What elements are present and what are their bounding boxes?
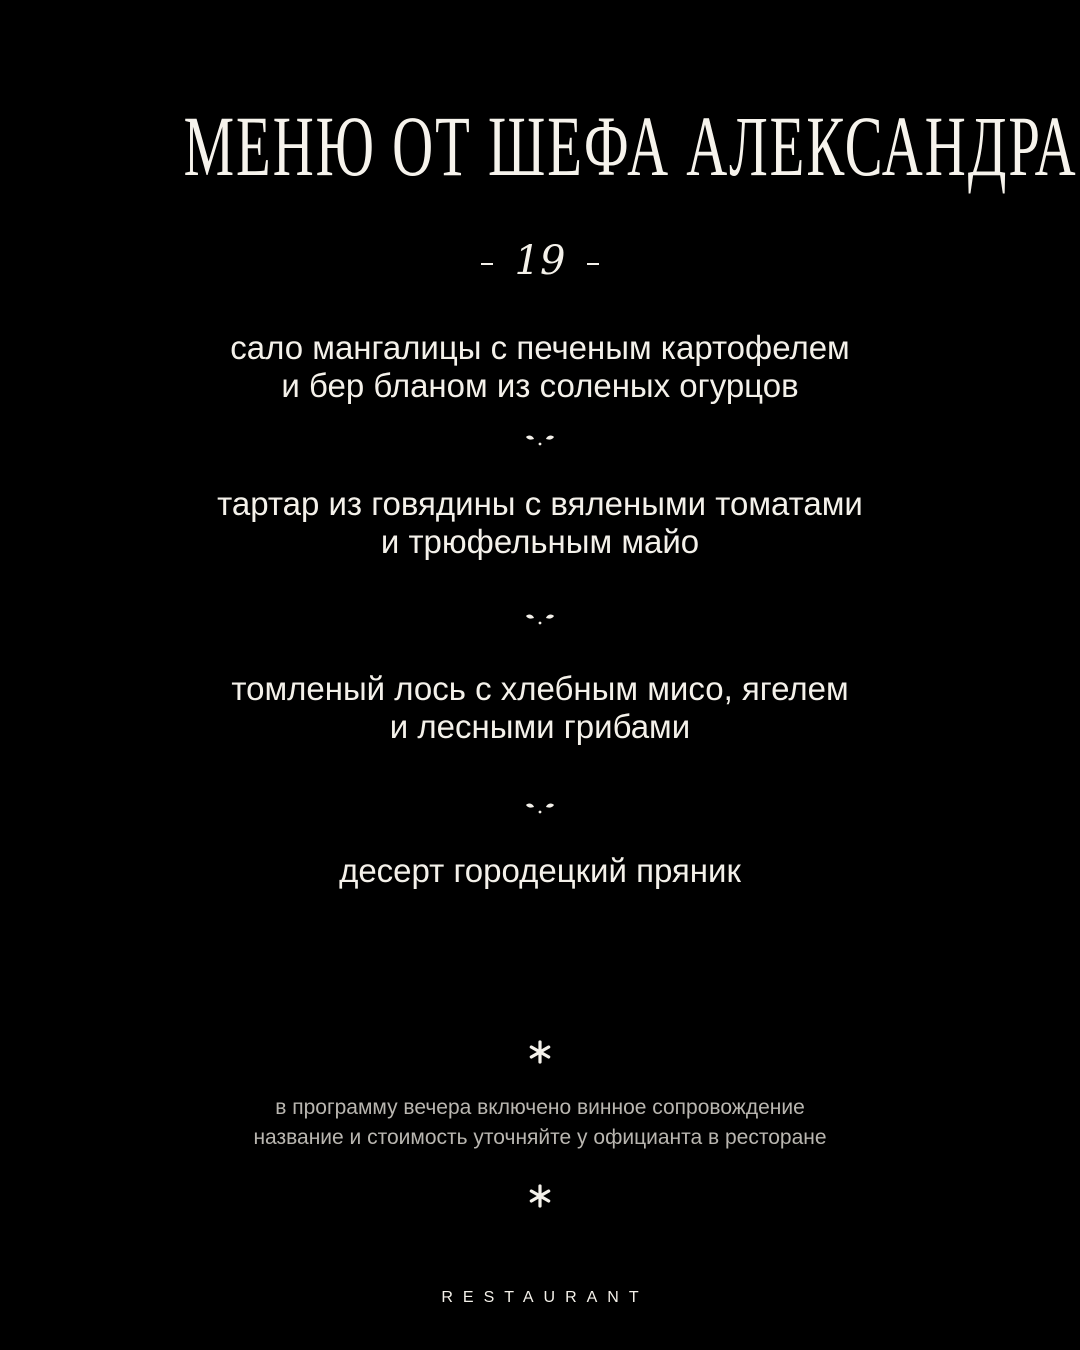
menu-number-value: 19 [514,238,566,284]
menu-title: МЕНЮ ОТ ШЕФА АЛЕКСАНДРА [183,98,1078,194]
number-right-dash [587,263,599,265]
note-line: в программу вечера включено винное сопровождение [275,1096,805,1119]
dish-line: тартар из говядины с вялеными томатами [217,485,863,522]
dish-line: томленый лось с хлебным мисо, ягелем [231,670,849,707]
asterisk-icon [520,1176,560,1216]
restaurant-footer: RESTAURANT [441,1289,649,1306]
leaf-sprig-icon [524,800,556,816]
dish-line: и лесными грибами [389,708,691,745]
menu-number [0,236,1080,286]
leaf-sprig-icon [524,611,556,627]
dish-line: десерт городецкий пряник [339,852,741,889]
leaf-sprig-icon [524,432,556,448]
dish-line: и трюфельным майо [380,523,700,560]
dish-line: сало мангалицы с печеным картофелем [230,329,850,366]
dish-item [0,852,1080,890]
wine-pairing-note [0,1093,1080,1153]
asterisk-icon [520,1032,560,1072]
dish-item [0,485,1080,561]
dish-item [0,329,1080,405]
dish-item [0,670,1080,746]
number-left-dash [481,263,493,265]
dish-line: и бер бланом из соленых огурцов [281,367,799,404]
note-line: название и стоимость уточняйте у официанта в ресторане [253,1126,827,1149]
